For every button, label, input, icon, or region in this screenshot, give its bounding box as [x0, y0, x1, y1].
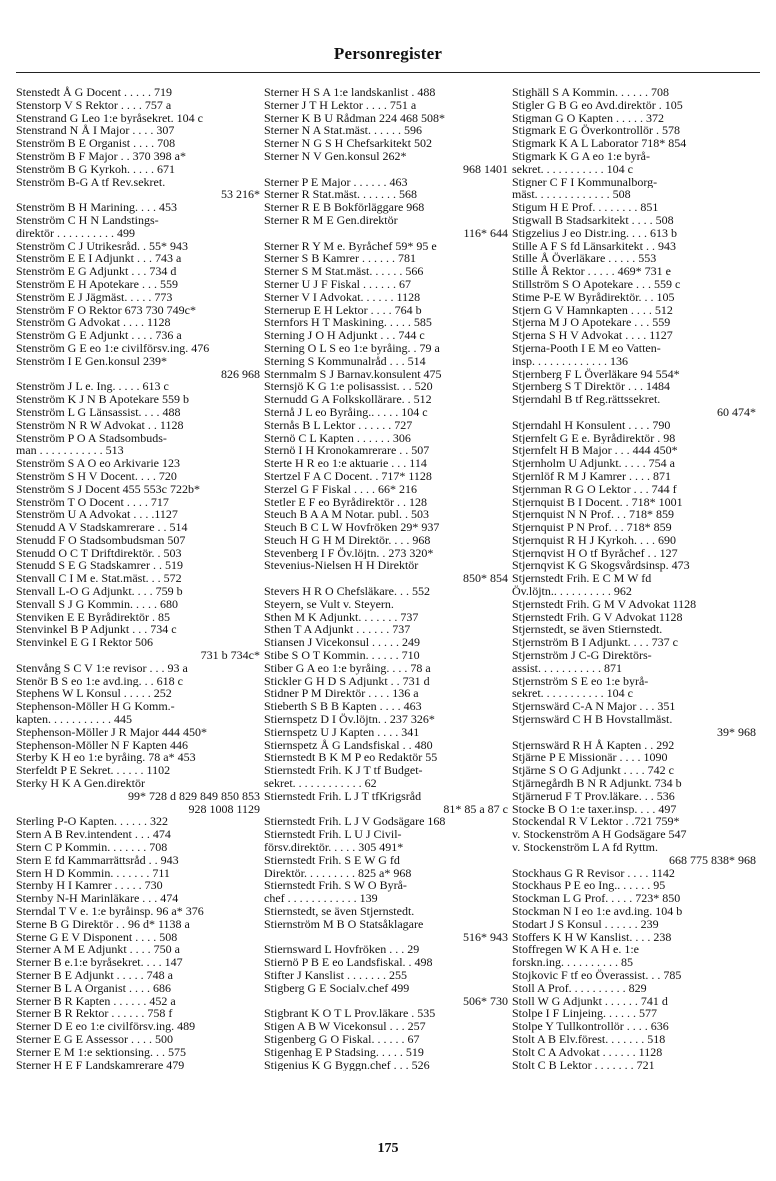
register-entry: Stigberg G E Socialv.chef 499	[264, 981, 410, 995]
register-entry: Stoffregen W K A H e. 1:e	[512, 943, 639, 957]
register-entry: Stiernspetz D I Öv.löjtn. . 237 326*	[264, 713, 435, 726]
register-entry: Stibe S O T Kommin. . . . . . 710	[264, 649, 420, 662]
register-entry: Sterner R Y M e. Byråchef 59* 95 e	[264, 239, 437, 253]
register-entry: Stjernquist P N Prof. . . 718* 859	[512, 521, 672, 534]
register-entry: Stieberth S B B Kapten . . . . 463	[264, 700, 422, 714]
register-entry: Stolt A B Elv.förest. . . . . . . 518	[512, 1032, 666, 1046]
register-entry: Stjern G V Hamnkapten . . . . 512	[512, 303, 673, 317]
register-entry: Sterte H R eo 1:e aktuarie . . . 114	[264, 457, 427, 470]
register-entry: Stighäll S A Kommin. . . . . . 708	[512, 86, 670, 99]
register-entry: Stjernfelt G E e. Byrådirektör . 98	[512, 431, 676, 445]
register-entry: Stiernstedt B K M P eo Redaktör 55	[264, 751, 438, 765]
register-entry: Stiernstedt Frih. L J V Godsägare 168	[264, 815, 446, 829]
register-entry: Stenström I E Gen.konsul 239*	[16, 354, 167, 368]
register-entry: Stigmark E G Överkontrollör . 578	[512, 124, 680, 138]
register-entry: Stenström S A O eo Arkivarie 123	[16, 457, 180, 470]
register-entry: man . . . . . . . . . . . 513	[16, 444, 124, 458]
register-entry: Stenström N R W Advokat . . 1128	[16, 418, 184, 432]
register-entry: v. Stockenström L A fd Ryttm.	[512, 841, 658, 854]
register-entry: sekret. . . . . . . . . . . . 62	[264, 777, 377, 790]
register-entry: Stolt C B Lektor . . . . . . . 721	[512, 1058, 655, 1072]
register-entry: Stenström T O Docent . . . . 717	[16, 495, 169, 509]
register-entry: Stenstrand G Leo 1:e byråsekret. 104 c	[16, 111, 203, 125]
register-entry: Stenström S J Docent 455 553c 722b*	[16, 482, 200, 496]
register-entry: Sterner N G S H Chefsarkitekt 502	[264, 137, 432, 150]
register-entry: Stjärne P E Missionär . . . . 1090	[512, 751, 668, 765]
register-entry: Stiernstedt Frih. L U J Civil-	[264, 828, 402, 842]
register-entry: Sterning S Kommunalråd . . . 514	[264, 354, 426, 368]
register-entry: 506* 730	[463, 994, 508, 1008]
register-entry: 81* 85 a 87 c	[443, 802, 508, 816]
register-entry: Stern E fd Kammarrättsråd . . 943	[16, 853, 179, 867]
register-entry: 928 1008 1129	[188, 802, 260, 816]
register-entry: Sterner U J F Fiskal . . . . . . 67	[264, 277, 411, 291]
register-entry: Stjernfelt H B Major . . . 444 450*	[512, 444, 678, 458]
register-entry: Stenström U A Advokat . . . .1127	[16, 508, 178, 522]
register-entry: Stenström C H N Landstings-	[16, 213, 159, 227]
register-entry: Sterne G E V Disponent . . . . 508	[16, 930, 178, 944]
register-entry: Sterndal T V e. 1:e byråinsp. 96 a* 376	[16, 905, 204, 918]
register-entry: Stocke B O 1:e taxer.insp. . . . 497	[512, 802, 677, 816]
register-entry: Stephenson-Möller H G Komm.-	[16, 700, 175, 714]
register-entry: Sterner R M E Gen.direktör	[264, 213, 398, 227]
register-entry: Stiernstedt Frih. L J T tfKrigsråd	[264, 789, 422, 803]
register-entry: Stenström P O A Stadsombuds-	[16, 431, 167, 445]
register-entry: Stigum H E Prof. . . . . . . . 851	[512, 201, 659, 214]
register-entry: 731 b 734c*	[200, 649, 260, 662]
register-entry: Stenström J L e. Ing. . . . . 613 c	[16, 380, 169, 394]
register-entry: Stenudd O C T Driftdirektör. . 503	[16, 546, 182, 560]
register-entry: Stockman L G Prof. . . . . 723* 850	[512, 892, 681, 905]
register-entry: Sternsjö K G 1:e polisassist. . . 520	[264, 380, 433, 394]
register-entry: Stifter J Kanslist . . . . . . . 255	[264, 968, 407, 982]
register-entry: Sterner S B Kamrer . . . . . . 781	[264, 252, 416, 266]
register-entry: Stertzel F A C Docent. . 717* 1128	[264, 469, 432, 483]
register-entry: Stenström G E eo 1:e civilförsv.ing. 476	[16, 341, 210, 355]
register-entry: Sterner N V Gen.konsul 262*	[264, 149, 407, 163]
register-entry: Stoll W G Adjunkt . . . . . . 741 d	[512, 994, 668, 1008]
register-entry: Stenström L G Länsassist. . . . 488	[16, 405, 181, 419]
register-entry: Stenström B E Organist . . . . 708	[16, 137, 176, 150]
register-entry: Stjerndahl H Konsulent . . . . 790	[512, 418, 671, 432]
register-entry: 826 968	[221, 367, 260, 381]
register-entry: Stjärnerud F T Prov.läkare. . . 536	[512, 789, 675, 803]
register-entry: Stigenius K G Byggn.chef . . . 526	[264, 1058, 430, 1072]
register-entry: Sterky H K A Gen.direktör	[16, 777, 145, 790]
register-entry: Stenström B F Major . . 370 398 a*	[16, 149, 186, 163]
register-entry: Stockhaus P E eo Ing.. . . . . . 95	[512, 879, 666, 893]
register-entry: Sterner E M 1:e sektionsing. . . 575	[16, 1045, 186, 1059]
register-entry: Stjerna M J O Apotekare . . . 559	[512, 316, 671, 330]
register-entry: Stjernswärd C-A N Major . . . 351	[512, 700, 676, 714]
register-entry: Stenudd S E G Stadskamrer . . 519	[16, 559, 183, 573]
register-entry: Stigmark K G A eo 1:e byrå-	[512, 149, 650, 163]
register-entry: Stjernqvist H O tf Byråchef . . 127	[512, 546, 678, 560]
register-entry: 516* 943	[463, 930, 508, 944]
register-entry: Stockendal R V Lektor . .721 759*	[512, 815, 680, 829]
register-entry: Stenudd A V Stadskamrerare . . 514	[16, 521, 188, 534]
register-entry: Stjernquist N N Prof. . . 718* 859	[512, 508, 674, 522]
register-column-1	[16, 86, 260, 1071]
register-entry: Stiernstedt Frih. S W O Byrå-	[264, 879, 407, 893]
register-entry: v. Stockenström A H Godsägare 547	[512, 828, 687, 842]
register-entry: sekret. . . . . . . . . . . 104 c	[512, 687, 633, 701]
register-entry: Stigen A B W Vicekonsul . . . 257	[264, 1020, 426, 1033]
register-entry: Stjärne S O G Adjunkt . . . . 742 c	[512, 764, 674, 778]
register-entry: Stenström B-G A tf Rev.sekret.	[16, 175, 166, 189]
register-entry: Stern H D Kommin. . . . . . . 711	[16, 866, 170, 880]
register-entry: Sternby H I Kamrer . . . . . 730	[16, 879, 163, 893]
register-entry: Stiernö P B E eo Landsfiskal. . 498	[264, 956, 433, 969]
register-entry: Sterner B e.1:e byråsekret. . . . 147	[16, 956, 183, 969]
register-entry: Sternå J L eo Byråing.. . . . . 104 c	[264, 405, 428, 419]
register-entry: sekret. . . . . . . . . . . 104 c	[512, 162, 633, 176]
register-entry: Stenvall L-O G Adjunkt. . . . 759 b	[16, 585, 183, 598]
register-entry: 668 775 838* 968	[669, 853, 756, 867]
register-entry: Sthen T A Adjunkt . . . . . . 737	[264, 623, 411, 637]
register-entry: Sterning J O H Adjunkt . . . 744 c	[264, 329, 425, 342]
register-entry: försv.direktör. . . . . 305 491*	[264, 841, 404, 854]
register-entry: Stjerndahl B tf Reg.rättssekret.	[512, 393, 661, 406]
register-entry: Stodart J S Konsul . . . . . . 239	[512, 917, 659, 931]
register-entry: Stockhaus G R Revisor . . . . 1142	[512, 866, 675, 880]
register-entry: Stjernlöf R M J Kamrer . . . . 871	[512, 469, 671, 483]
register-entry: kapten. . . . . . . . . . . 445	[16, 713, 132, 726]
register-entry: Sternby N-H Marinläkare . . . 474	[16, 892, 179, 905]
register-entry: 116* 644	[463, 226, 508, 240]
register-entry: forskn.ing. . . . . . . . . . 85	[512, 956, 633, 969]
register-entry: Stiernström M B O Statsåklagare	[264, 917, 424, 931]
register-entry: Stern A B Rev.intendent . . . 474	[16, 828, 171, 842]
register-entry: Stigman G O Kapten . . . . . 372	[512, 111, 664, 125]
header-rule	[16, 72, 760, 73]
register-entry: Stenström E E I Adjunkt . . . 743 a	[16, 252, 182, 266]
register-entry: Stickler G H D S Adjunkt . . 731 d	[264, 674, 430, 688]
register-entry: Stillström S O Apotekare . . . 559 c	[512, 277, 681, 291]
register-entry: Stenström K J N B Apotekare 559 b	[16, 393, 189, 406]
register-entry: Stenström G Advokat . . . . 1128	[16, 316, 171, 330]
register-entry: Stolpe I F Linjeing. . . . . . 577	[512, 1007, 657, 1021]
register-entry: Sterner P E Major . . . . . . 463	[264, 175, 408, 189]
register-entry: Stoffers K H W Kanslist. . . . 238	[512, 930, 672, 944]
register-entry: Sterner B R Rektor . . . . . . 758 f	[16, 1007, 173, 1021]
register-entry: Stjernquist R H J Kyrkoh. . . . 690	[512, 533, 677, 547]
register-entry: Stjernqvist K G Skogsvårdsinsp. 473	[512, 559, 690, 573]
register-entry: Stiernsward L Hovfröken . . . 29	[264, 943, 420, 957]
register-entry: Stolt C A Advokat . . . . . . 1128	[512, 1045, 663, 1059]
register-entry: Stjernstedt Frih. G M V Advokat 1128	[512, 597, 697, 611]
register-entry: Stockman N I eo 1:e avd.ing. 104 b	[512, 905, 683, 918]
register-entry: Stjernman R G O Lektor . . . 744 f	[512, 482, 677, 496]
register-entry: Stolpe Y Tullkontrollör . . . . 636	[512, 1020, 669, 1033]
register-entry: Stevers H R O Chefsläkare. . . 552	[264, 585, 430, 598]
register-column-3	[512, 86, 756, 1071]
register-entry: Sternmalm S J Barnav.konsulent 475	[264, 367, 442, 381]
register-entry: Sterne B G Direktör . . 96 d* 1138 a	[16, 917, 190, 931]
register-entry: Steuch B C L W Hovfröken 29* 937	[264, 521, 440, 534]
register-entry: Sterner V I Advokat. . . . . . 1128	[264, 290, 421, 304]
register-entry: Stjernswärd R H Å Kapten . . 292	[512, 738, 675, 752]
register-entry: Sterner H E F Landskamrerare 479	[16, 1058, 185, 1072]
register-entry: Stojkovic F tf eo Överassist. . . 785	[512, 968, 682, 982]
register-entry: Sterner N A Stat.mäst. . . . . . 596	[264, 124, 422, 138]
register-entry: Stenström E H Apotekare . . . 559	[16, 277, 178, 291]
register-entry: Sterning O L S eo 1:e byråing. . 79 a	[264, 341, 440, 355]
register-entry: Stjernholm U Adjunkt. . . . . 754 a	[512, 457, 675, 470]
register-entry: Stephens W L Konsul . . . . . 252	[16, 687, 172, 701]
register-entry: Steyern, se Vult v. Steyern.	[264, 597, 394, 611]
register-entry: Sternfors H T Maskining. . . . . 585	[264, 316, 432, 330]
register-entry: Stigmark K A L Laborator 718* 854	[512, 137, 687, 150]
register-entry: Stenström C J Utrikesråd. . 55* 943	[16, 239, 188, 253]
register-entry: 39* 968	[717, 725, 756, 739]
register-entry: Stigwall B Stadsarkitekt . . . . 508	[512, 213, 674, 227]
register-entry: Sterfeldt P E Sekret. . . . . . 1102	[16, 764, 171, 778]
register-entry: Stigenberg G O Fiskal. . . . . . 67	[264, 1032, 420, 1046]
register-entry: Stoll A Prof. . . . . . . . . . 829	[512, 981, 647, 995]
register-entry: Stiansen J Vicekonsul . . . . . 249	[264, 636, 421, 650]
register-entry: Stenström B G Kyrkoh. . . . . 671	[16, 162, 175, 176]
register-entry: Direktör. . . . . . . . . 825 a* 968	[264, 866, 412, 880]
register-entry: Stiber G A eo 1:e byråing. . . . 78 a	[264, 661, 431, 675]
register-entry: Stenvång S C V 1:e revisor . . . 93 a	[16, 661, 188, 675]
register-column-2	[264, 86, 508, 1071]
register-entry: Stille Å Överläkare . . . . . 553	[512, 252, 657, 266]
page-number: 175	[377, 1141, 399, 1156]
register-entry: Sterner B E Adjunkt . . . . . 748 a	[16, 968, 173, 982]
register-entry: Sterner D E eo 1:e civilförsv.ing. 489	[16, 1020, 196, 1033]
register-entry: Sterner H S A 1:e landskanlist . 488	[264, 86, 436, 99]
register-entry: Stetler E F eo Byrådirektör . . 128	[264, 495, 427, 509]
register-entry: Stigler G B G eo Avd.direktör . 105	[512, 98, 683, 112]
register-entry: Sternudd G A Folkskollärare. . 512	[264, 393, 432, 406]
register-entry: Stille A F S fd Länsarkitekt . . 943	[512, 239, 676, 253]
register-entry: Stjernström B I Adjunkt. . . . 737 c	[512, 636, 678, 650]
register-entry: Stjernswärd C H B Hovstallmäst.	[512, 713, 673, 726]
register-entry: Stjernström J C-G Direktörs-	[512, 649, 652, 662]
register-entry: direktör . . . . . . . . . . 499	[16, 226, 135, 240]
register-entry: Sterner R Stat.mäst. . . . . . . 568	[264, 188, 417, 202]
register-entry: Stjernberg S T Direktör . . . 1484	[512, 380, 670, 394]
register-entry: Öv.löjtn.. . . . . . . . . . 962	[512, 585, 632, 598]
register-entry: 53 216*	[221, 188, 260, 202]
register-entry: Sternö C L Kapten . . . . . . 306	[264, 431, 411, 445]
register-entry: Stenvinkel E G I Rektor 506	[16, 636, 153, 650]
register-entry: Stenström G E Adjunkt . . . . 736 a	[16, 329, 182, 342]
register-entry: Stenström E G Adjunkt . . . 734 d	[16, 265, 177, 278]
register-entry: Sterby K H eo 1:e byråing. 78 a* 453	[16, 751, 196, 765]
register-entry: Stenudd F O Stadsombudsman 507	[16, 533, 186, 547]
register-entry: Stevenius-Nielsen H H Direktör	[264, 559, 419, 573]
register-entry: Stjernberg F L Överläkare 94 554*	[512, 367, 680, 381]
register-entry: Stjerna-Pooth I E M eo Vatten-	[512, 341, 661, 355]
register-entry: Stiernstedt Frih. S E W G fd	[264, 853, 400, 867]
register-entry: Stjernström S E eo 1:e byrå-	[512, 674, 649, 688]
register-entry: assist. . . . . . . . . . . 871	[512, 661, 623, 675]
register-entry: Stenstrand N Å I Major . . . . 307	[16, 124, 175, 138]
register-entry: Sterner S M Stat.mäst. . . . . . 566	[264, 265, 424, 278]
register-entry: insp. . . . . . . . . . . . . 136	[512, 354, 629, 368]
register-entry: Sternö I H Kronokamrerare . . 507	[264, 444, 430, 458]
register-entry: Stenvinkel B P Adjunkt . . . 734 c	[16, 623, 177, 637]
register-entry: Stenvall C I M e. Stat.mäst. . . 572	[16, 572, 182, 586]
register-entry: Stidner P M Direktör . . . . 136 a	[264, 687, 419, 701]
register-entry: Stigzelius J eo Distr.ing. . . . 613 b	[512, 226, 677, 240]
register-entry: Stjernstedt, se även Stiernstedt.	[512, 623, 663, 637]
register-entry: Stenör B S eo 1:e avd.ing. . . 618 c	[16, 674, 183, 688]
register-entry: Stjernquist B I Docent. . 718* 1001	[512, 495, 683, 509]
register-entry: Sterner K B U Rådman 224 468 508*	[264, 111, 445, 125]
register-entry: Steuch B A A M Notar. publ. . 503	[264, 508, 430, 522]
register-entry: Stenström B H Marining. . . . 453	[16, 201, 177, 214]
register-entry: 60 474*	[717, 405, 756, 419]
register-entry: Stigenhag E P Stadsing. . . . . 519	[264, 1045, 424, 1059]
register-entry: Stille Å Rektor . . . . . 469* 731 e	[512, 265, 671, 278]
register-entry: Stephenson-Möller J R Major 444 450*	[16, 725, 207, 739]
register-entry: Sterner R E B Bokförläggare 968	[264, 201, 425, 214]
register-entry: Sterzel G F Fiskal . . . . 66* 216	[264, 482, 417, 496]
register-entry: Stenstorp V S Rektor . . . . 757 a	[16, 98, 172, 112]
register-entry: Stigner C F I Kommunalborg-	[512, 175, 658, 189]
register-entry: Stime P-E W Byrådirektör. . . 105	[512, 290, 675, 304]
register-entry: Stenviken E E Byrådirektör . 85	[16, 610, 170, 624]
register-entry: Stjerna S H V Advokat . . . . 1127	[512, 329, 673, 342]
register-entry: mäst. . . . . . . . . . . . . 508	[512, 188, 631, 202]
register-entry: Sthen M K Adjunkt. . . . . . . 737	[264, 610, 419, 624]
register-entry: Stiernstedt, se även Stjernstedt.	[264, 905, 415, 918]
register-entry: Sterling P-O Kapten. . . . . . 322	[16, 815, 168, 829]
register-entry: Stenvall S J G Kommin. . . . . 680	[16, 597, 179, 611]
register-entry: Stenström F O Rektor 673 730 749c*	[16, 303, 196, 317]
register-entry: Sterner B R Kapten . . . . . . 452 a	[16, 994, 176, 1008]
register-entry: Sterner B L A Organist . . . . 686	[16, 981, 171, 995]
register-entry: Stiernstedt Frih. K J T tf Budget-	[264, 764, 423, 778]
register-entry: Stephenson-Möller N F Kapten 446	[16, 738, 188, 752]
register-entry: Stenstedt Å G Docent . . . . . 719	[16, 86, 172, 99]
register-entry: 850* 854	[463, 572, 508, 586]
register-entry: 968 1401	[463, 162, 508, 176]
register-entry: Stjernstedt Frih. G V Advokat 1128	[512, 610, 683, 624]
register-entry: Stjernstedt Frih. E C M W fd	[512, 572, 652, 586]
register-entry: Sterner A M E Adjunkt . . . . 750 a	[16, 943, 180, 957]
register-entry: Steuch H G H M Direktör. . . . 968	[264, 533, 431, 547]
register-entry: Stiernspetz Å G Landsfiskal . . 480	[264, 738, 433, 752]
register-entry: Stjärnegårdh B N R Adjunkt. 734 b	[512, 777, 682, 790]
register-entry: Stenström E J Jägmäst. . . . . 773	[16, 290, 173, 304]
register-entry: Sternås B L Lektor . . . . . . 727	[264, 418, 413, 432]
register-entry: 99* 728 d 829 849 850 853	[128, 789, 260, 803]
register-entry: Stern C P Kommin. . . . . . . 708	[16, 841, 168, 854]
register-entry: Stigbrant K O T L Prov.läkare . 535	[264, 1007, 436, 1021]
page-title: Personregister	[333, 44, 443, 63]
register-entry: Sterner E G E Assessor . . . . 500	[16, 1032, 173, 1046]
register-entry: Sternerup E H Lektor . . . . 764 b	[264, 303, 422, 317]
register-entry: Stiernspetz U J Kapten . . . . 341	[264, 725, 420, 739]
register-entry: Stevenberg I F Öv.löjtn. . 273 320*	[264, 546, 434, 560]
register-entry: Sterner J T H Lektor . . . . 751 a	[264, 98, 417, 112]
register-entry: chef . . . . . . . . . . . . 139	[264, 892, 378, 905]
register-entry: Stenström S H V Docent. . . . 720	[16, 469, 177, 483]
